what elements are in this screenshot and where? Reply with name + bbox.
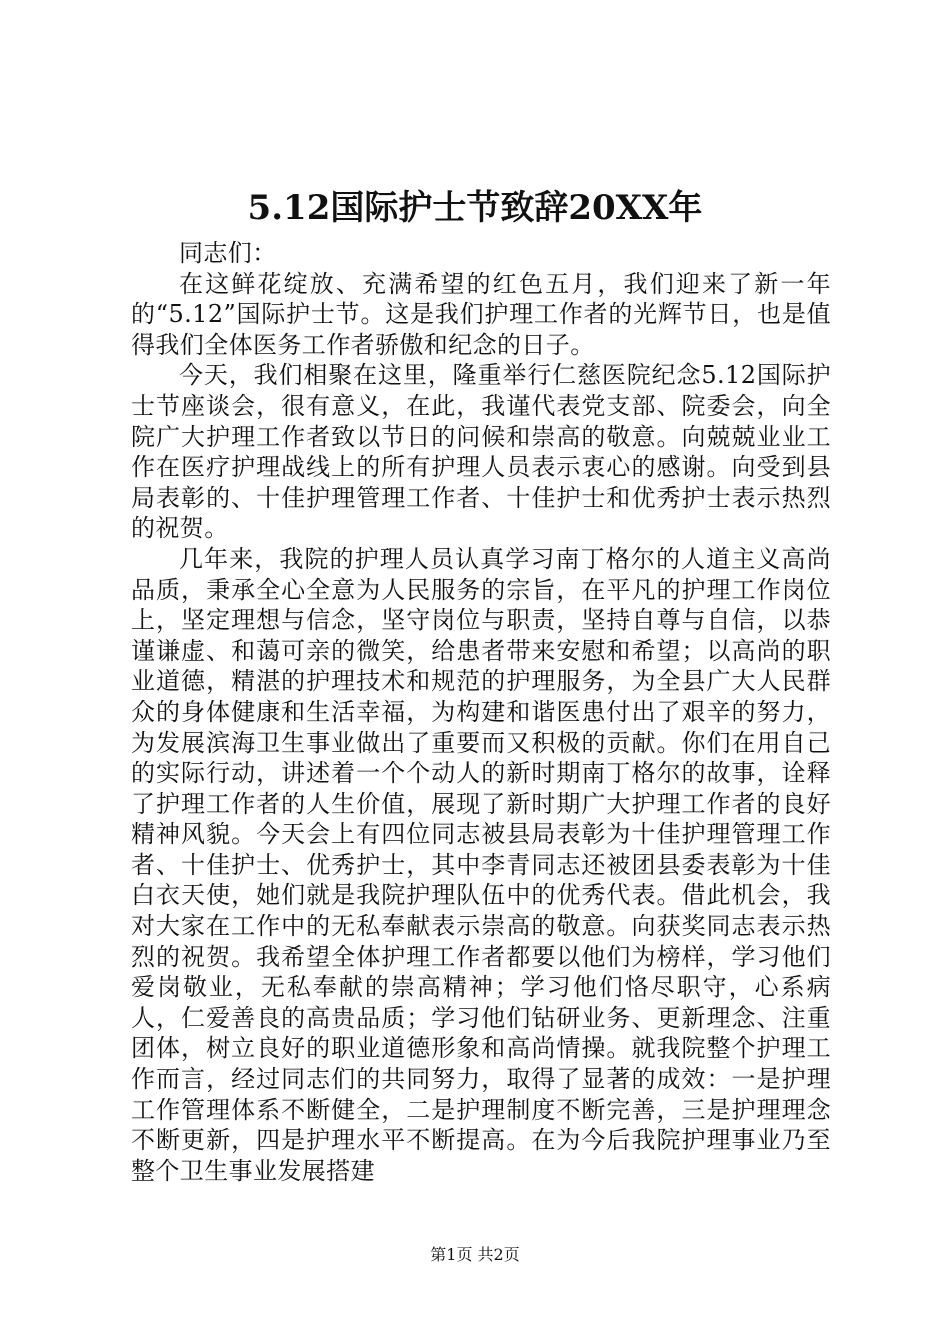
document-body [131,238,831,1186]
document-title: 5.12国际护士节致辞20XX年 [247,188,703,228]
paragraph-3: 几年来，我院的护理人员认真学习南丁格尔的人道主义高尚品质，秉承全心全意为人民服务的宗旨，在平凡的护理工作岗位上，坚定理想与信念，坚守岗位与职责，坚持自尊与自信，以恭谨谦虚、和蔼可亲的微笑，给患者带来安慰和希望；以高尚的职业道德，精湛的护理技术和规范的护理服务，为全县广大人民群众的身体健康和生活幸福，为构建和谐医患付出了艰辛的努力，为发展滨海卫生事业做出了重要而又积极的贡献。你们在用自己的实际行动，讲述着一个个动人的新时期南丁格尔的故事，诠释了护理工作者的人生价值，展现了新时期广大护理工作者的良好精神风貌。今天会上有四位同志被县局表彰为十佳护理管理工作者、十佳护士、优秀护士，其中李青同志还被团县委表彰为十佳白衣天使，她们就是我院护理队伍中的优秀代表。借此机会，我对大家在工作中的无私奉献表示崇高的敬意。向获奖同志表示热烈的祝贺。我希望全体护理工作者都要以他们为榜样，学习他们爱岗敬业，无私奉献的崇高精神；学习他们恪尽职守，心系病人，仁爱善良的高贵品质；学习他们钻研业务、更新理念、注重团体，树立良好的职业道德形象和高尚情操。就我院整个护理工作而言，经过同志们的共同努力，取得了显著的成效：一是护理工作管理体系不断健全，二是护理制度不断完善，三是护理理念不断更新，四是护理水平不断提高。在为今后我院护理事业乃至整个卫生事业发展搭建 [131,544,831,1185]
paragraph-2: 今天，我们相聚在这里，隆重举行仁慈医院纪念5.12国际护士节座谈会，很有意义，在此，我谨代表党支部、院委会，向全院广大护理工作者致以节日的问候和崇高的敬意。向兢兢业业工作在医疗护理战线上的所有护理人员表示衷心的感谢。向受到县局表彰的、十佳护理管理工作者、十佳护士和优秀护士表示热烈的祝贺。 [131,361,831,543]
paragraph-1: 在这鲜花绽放、充满希望的红色五月，我们迎来了新一年的“5.12”国际护士节。这是我们护理工作者的光辉节日，也是值得我们全体医务工作者骄傲和纪念的日子。 [131,269,831,359]
page-footer: 第1页 共2页 [430,1245,520,1264]
salutation: 同志们： [179,239,277,267]
